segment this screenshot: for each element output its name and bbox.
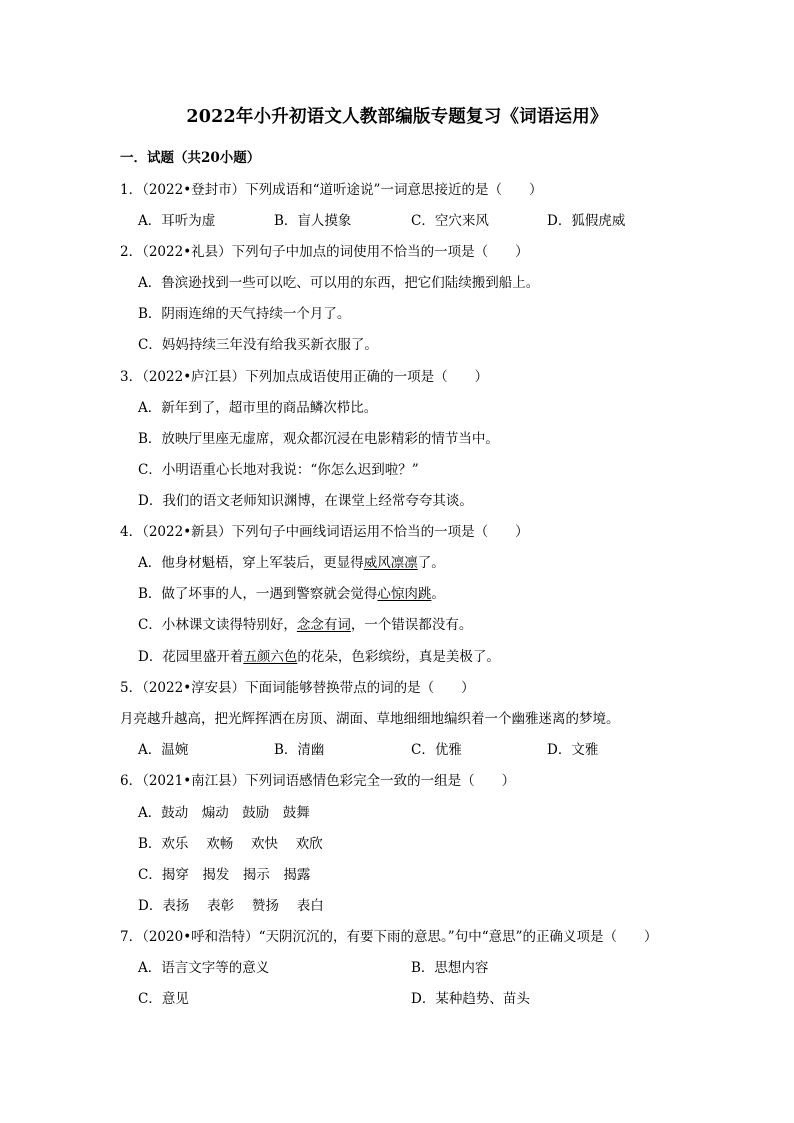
question-4-option-d-text: D．花园里盛开着 bbox=[138, 649, 244, 665]
question-6-option-c: C．揭穿 揭发 揭示 揭露 bbox=[138, 867, 311, 883]
question-1-option-a: A．耳听为虚 bbox=[138, 213, 216, 229]
question-7-option-d: D．某种趋势、苗头 bbox=[411, 991, 530, 1007]
question-4-option-a-text-end: 了。 bbox=[417, 555, 445, 571]
question-7-option-b: B．思想内容 bbox=[411, 960, 489, 976]
question-2-option-c: C．妈妈持续三年没有给我买新衣服了。 bbox=[138, 337, 378, 353]
question-1-option-d: D．狐假虎威 bbox=[547, 213, 626, 229]
question-2-option-b: B．阴雨连绵的天气持续一个月了。 bbox=[138, 306, 351, 322]
question-3-option-d: D．我们的语文老师知识渊博，在课堂上经常夸夸其谈。 bbox=[138, 493, 473, 509]
question-7-stem: 7．（2020•呼和浩特）“天阴沉沉的，有要下雨的意思。”句中“意思”的正确义项是（ ） bbox=[120, 929, 658, 945]
question-3-stem: 3．（2022•庐江县）下列加点成语使用正确的一项是（ ） bbox=[120, 369, 489, 385]
question-3-option-a: A．新年到了，超市里的商品鳞次栉比。 bbox=[138, 400, 378, 416]
question-4-option-a-text: A．他身材魁梧，穿上军装后，更显得 bbox=[138, 555, 364, 571]
question-5-option-c: C．优雅 bbox=[411, 742, 462, 758]
section-heading: 一．试题（共20小题） bbox=[120, 150, 261, 166]
document-title: 2022年小升初语文人教部编版专题复习《词语运用》 bbox=[186, 107, 608, 127]
question-7-option-a: A．语言文字等的意义 bbox=[138, 960, 270, 976]
question-4-option-d bbox=[138, 645, 500, 665]
question-4-option-c-underlined: 念念有词 bbox=[296, 617, 351, 633]
question-3-option-b: B．放映厅里座无虚席，观众都沉浸在电影精彩的情节当中。 bbox=[138, 431, 499, 447]
question-4-option-a-underlined: 威风凛凛 bbox=[363, 555, 418, 571]
question-6-option-d: D．表扬 表彰 赞扬 表白 bbox=[138, 898, 324, 914]
question-5-option-d: D．文雅 bbox=[547, 742, 599, 758]
question-5-option-a: A．温婉 bbox=[138, 742, 189, 758]
question-5-sentence: 月亮越升越高，把光辉挥洒在房顶、湖面、草地细细地编织着一个幽雅迷离的梦境。 bbox=[120, 711, 620, 727]
question-4-stem: 4．（2022•新县）下列句子中画线词语运用不恰当的一项是（ ） bbox=[120, 524, 529, 540]
question-1-stem: 1．（2022•登封市）下列成语和“道听途说”一词意思接近的是（ ） bbox=[120, 182, 543, 198]
question-4-option-b bbox=[138, 582, 445, 602]
question-1-option-c: C．空穴来风 bbox=[411, 213, 489, 229]
question-6-option-b: B．欢乐 欢畅 欢快 欢欣 bbox=[138, 836, 323, 852]
question-4-option-d-underlined: 五颜六色 bbox=[243, 649, 298, 665]
question-2-stem: 2．（2022•礼县）下列句子中加点的词使用不恰当的一项是（ ） bbox=[120, 244, 529, 260]
question-4-option-b-underlined: 心惊肉跳 bbox=[377, 586, 432, 602]
question-6-option-a: A．鼓动 煽动 鼓励 鼓舞 bbox=[138, 805, 310, 821]
question-4-option-c-text: C．小林课文读得特别好， bbox=[138, 617, 297, 633]
question-6-stem: 6．（2021•南江县）下列词语感情色彩完全一致的一组是（ ） bbox=[120, 773, 516, 789]
question-4-option-c-text-end: ，一个错误都没有。 bbox=[350, 617, 473, 633]
question-4-option-c bbox=[138, 613, 472, 633]
question-4-option-b-text: B．做了坏事的人，一遇到警察就会觉得 bbox=[138, 586, 378, 602]
question-5-stem: 5．（2022•淳安县）下面词能够替换带点的词的是（ ） bbox=[120, 680, 475, 696]
question-5-option-b: B．清幽 bbox=[274, 742, 325, 758]
question-4-option-d-text-end: 的花朵，色彩缤纷，真是美极了。 bbox=[297, 649, 500, 665]
question-4-option-b-text-end: 。 bbox=[431, 586, 445, 602]
question-1-option-b: B．盲人摸象 bbox=[274, 213, 352, 229]
question-7-option-c: C．意见 bbox=[138, 991, 189, 1007]
question-2-option-a: A．鲁滨逊找到一些可以吃、可以用的东西，把它们陆续搬到船上。 bbox=[138, 275, 540, 291]
question-4-option-a bbox=[138, 551, 445, 571]
question-3-option-c: C．小明语重心长地对我说：“你怎么迟到啦？” bbox=[138, 462, 419, 478]
